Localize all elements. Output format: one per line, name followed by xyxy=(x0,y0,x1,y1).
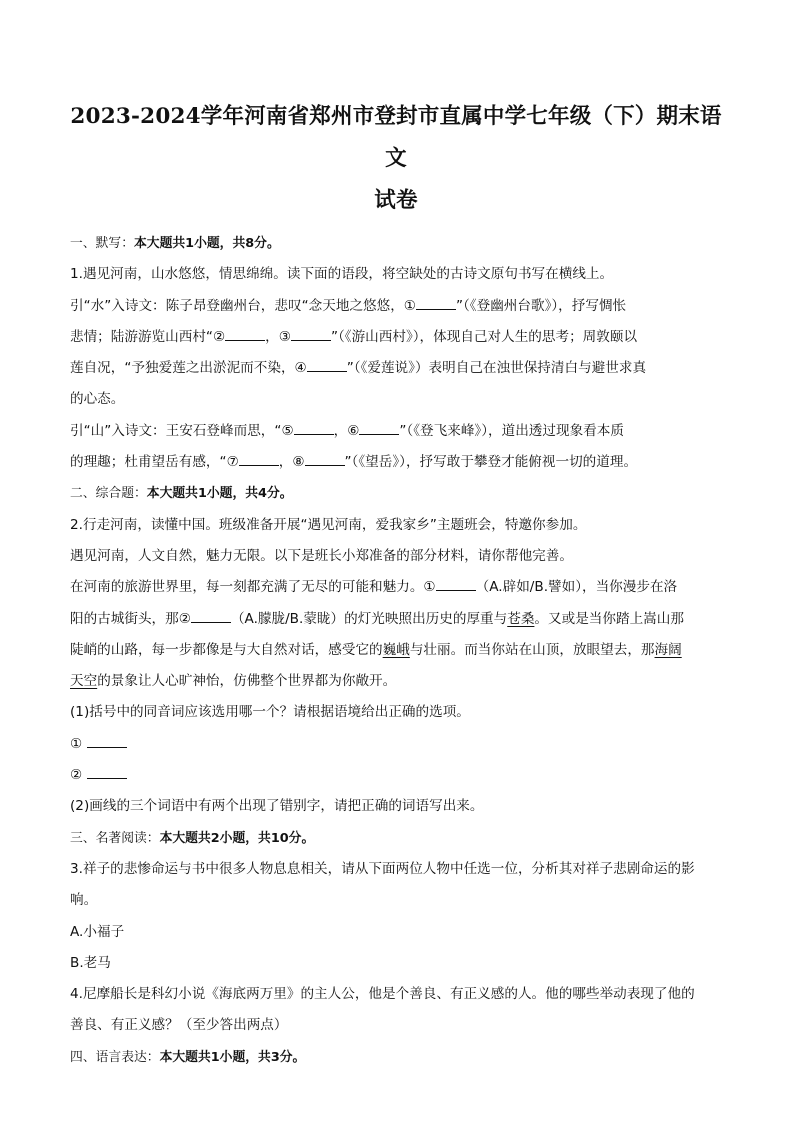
section-heading-1: 一、默写：本大题共1小题，共8分。 xyxy=(70,236,280,251)
answer-blank-2[interactable] xyxy=(225,327,265,341)
q4-line-1: 4.尼摩船长是科幻小说《海底两万里》的主人公，他是个善良、有正义感的人。他的哪些举动表现了他的 xyxy=(70,986,695,1003)
answer-blank-p2[interactable] xyxy=(191,609,231,623)
answer-blank-3[interactable] xyxy=(291,327,331,341)
answer-blank-5[interactable] xyxy=(294,421,334,435)
q3-option-b: B.老马 xyxy=(70,954,111,971)
answer-blank-7[interactable] xyxy=(239,452,279,466)
underlined-word-tiankong: 天空 xyxy=(70,673,98,690)
passage-line-4: 天空的景象让人心旷神怡，仿佛整个世界都为你敞开。 xyxy=(70,673,397,690)
passage-line-2: 阳的古城街头，那② （A.朦胧/B.蒙眬）的灯光映照出历史的厚重与苍桑。又或是当你踏上嵩山那 xyxy=(70,610,684,627)
underlined-word-cangsang: 苍桑 xyxy=(507,610,535,627)
answer-blank-6[interactable] xyxy=(359,421,399,435)
q1-line-2: 悲情；陆游游览山西村“② ，③ ”（《游山西村》），体现自己对人生的思考；周敦颐以 xyxy=(70,328,638,345)
underlined-word-haikuo: 海阔 xyxy=(654,641,682,658)
q2-intro: 2.行走河南，读懂中国。班级准备开展“遇见河南，爱我家乡”主题班会，特邀你参加。 xyxy=(70,516,587,533)
answer-blank-s1[interactable] xyxy=(87,734,127,748)
q2-sub-1: (1)括号中的同音词应该选用哪一个？请根据语境给出正确的选项。 xyxy=(70,704,470,721)
q2-answer-1: ① xyxy=(70,729,722,760)
q3-line-1: 3.祥子的悲惨命运与书中很多人物息息相关，请从下面两位人物中任选一位，分析其对祥子悲剧命运的影 xyxy=(70,860,695,877)
exam-page xyxy=(70,96,722,1073)
q2-sub-2: (2)画线的三个词语中有两个出现了错别字，请把正确的词语写出来。 xyxy=(70,798,484,815)
passage-line-1: 在河南的旅游世界里，每一刻都充满了无尽的可能和魅力。① （A.辟如/B.譬如），当你漫步在洛 xyxy=(70,579,678,596)
q1-line-6: 的理趣；杜甫望岳有感，“⑦ ，⑧ ”（《望岳》），抒写敢于攀登才能俯视一切的道理。 xyxy=(70,454,638,471)
section-heading-3: 三、名著阅读：本大题共2小题，共10分。 xyxy=(70,830,315,846)
answer-blank-8[interactable] xyxy=(305,452,345,466)
passage-line-3: 陡峭的山路，每一步都像是与大自然对话，感受它的巍峨与壮丽。而当你站在山顶，放眼望去，那海阔 xyxy=(70,641,682,658)
title-line-1: 2023-2024学年河南省郑州市登封市直属中学七年级（下）期末语文 xyxy=(70,104,722,171)
q2-answer-2: ② xyxy=(70,760,722,791)
title-line-2: 试卷 xyxy=(374,188,418,213)
q1-line-4: 的心态。 xyxy=(70,391,125,408)
exam-title xyxy=(70,96,722,222)
answer-blank-4[interactable] xyxy=(307,358,347,372)
underlined-word-weie: 巍峨 xyxy=(382,641,410,658)
q1-intro: 1.遇见河南，山水悠悠，情思绵绵。读下面的语段，将空缺处的古诗文原句书写在横线上。 xyxy=(70,266,614,283)
q2-line-2: 遇见河南，人文自然，魅力无限。以下是班长小郑准备的部分材料，请你帮他完善。 xyxy=(70,547,573,564)
q1-line-5: 引“山”入诗文：王安石登峰而思，“⑤ ，⑥ ”（《登飞来峰》），道出透过现象看本质 xyxy=(70,422,624,439)
q1-line-1: 引“水”入诗文：陈子昂登幽州台，悲叹“念天地之悠悠，① ”（《登幽州台歌》），抒写惆怅 xyxy=(70,297,627,314)
q3-option-a: A.小福子 xyxy=(70,923,125,940)
section-heading-4: 四、语言表达：本大题共1小题，共3分。 xyxy=(70,1049,306,1065)
q3-line-2: 响。 xyxy=(70,892,98,909)
answer-blank-s2[interactable] xyxy=(87,765,127,779)
answer-blank-p1[interactable] xyxy=(436,577,476,591)
q1-line-3: 莲自况，“予独爱莲之出淤泥而不染，④ ”（《爱莲说》）表明自己在浊世保持清白与避世求真 xyxy=(70,360,647,377)
q4-line-2: 善良、有正义感？（至少答出两点） xyxy=(70,1017,288,1034)
section-heading-2: 二、综合题：本大题共1小题，共4分。 xyxy=(70,486,293,502)
answer-blank-1[interactable] xyxy=(416,296,456,310)
